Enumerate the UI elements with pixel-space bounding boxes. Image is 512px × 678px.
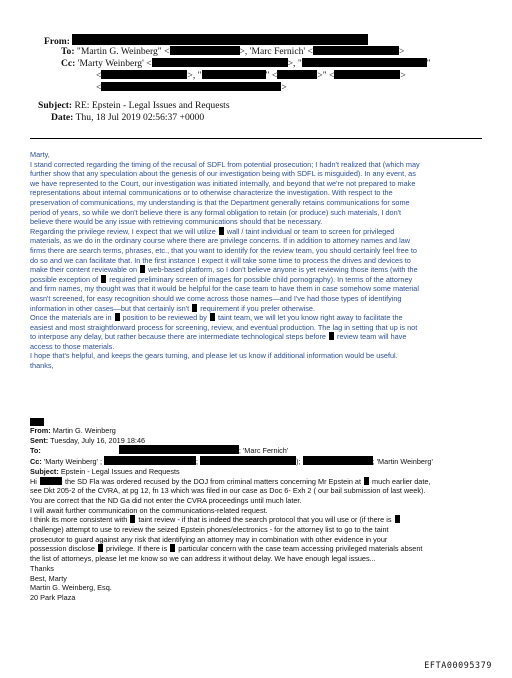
redaction-bar	[210, 313, 215, 321]
cc-row-3	[96, 82, 287, 93]
reply-line: possible exception of required preliminary screen of images for possible child pornography). In terms of the attorney	[30, 274, 413, 284]
orig-from: Martin G. Weinberg	[52, 426, 116, 435]
redaction-bar	[364, 477, 369, 485]
orig-line: see Dkt 205-2 of the CVRA, at pg 12, fn 13 which was filed in our case as Doc 6- Exh 2 ( our bail submission of last week).	[30, 486, 426, 496]
redaction-bar	[170, 544, 175, 552]
redaction-bar	[98, 544, 103, 552]
subject-text: RE: Epstein - Legal Issues and Requests	[74, 100, 230, 111]
reply-line: Marty,	[30, 150, 50, 159]
redaction-bar	[115, 313, 120, 321]
original-message	[30, 426, 500, 603]
reply-line: believe there would be any issue with retrieving communications should that be necessary.	[30, 217, 323, 227]
redaction-bar	[130, 515, 135, 523]
cc-line2-open: <	[96, 70, 102, 81]
redaction-bar	[302, 58, 427, 67]
reply-line: to interpose any delay, but rather because there are intermediate technological steps before review team will have	[30, 332, 407, 342]
reply-line: access to those materials.	[30, 341, 115, 351]
redaction-bar	[101, 70, 187, 79]
redaction-bar	[395, 515, 400, 523]
orig-line: 20 Park Plaza	[30, 592, 76, 602]
redaction-bar	[30, 418, 44, 426]
reply-line: information in other cases—but that certainly isn't requirement if you prefer otherwise.	[30, 303, 316, 313]
redaction-bar	[200, 456, 296, 465]
to-label: To:	[61, 46, 75, 57]
redaction-bar	[202, 70, 266, 79]
orig-body	[30, 477, 500, 603]
orig-cc-2: ;	[196, 457, 199, 467]
reply-line: preservation of communications, my understanding is that the Department generally retains communications for some	[30, 197, 410, 207]
cc-line2-close: >	[400, 70, 406, 81]
redaction-bar	[119, 445, 239, 454]
redaction-bar	[219, 227, 224, 235]
redaction-bar	[170, 46, 240, 55]
orig-from-row	[30, 426, 500, 436]
orig-line: Martin G. Weinberg, Esq.	[30, 583, 112, 593]
orig-line: I think its more consistent with taint review - if that is indeed the search protocol that you will use or (if there is	[30, 515, 500, 525]
to-recipient-2: >, 'Marc Fernich' <	[239, 46, 313, 57]
redaction-bar	[313, 46, 399, 55]
date-label: Date:	[51, 112, 74, 123]
date-row	[51, 112, 204, 123]
orig-line: possession disclose privilege. If there is particular concern with the case team accessing privileged materials absent	[30, 544, 423, 554]
orig-sent-label: Sent:	[30, 435, 49, 445]
orig-line: prosecutor to guard against any risk that identifying an attorney may in combination with other evidence in your	[30, 534, 388, 544]
reply-line: I hope that's helpful, and keeps the gears turning, and please let us know if additional information would be useful.	[30, 351, 398, 361]
orig-line: You are correct that the ND Ga did not enter the CVRA proceedings until much later.	[30, 495, 302, 505]
reply-line: we have represented to the Court, our investigation was initiated internally, and beyond that we're not prepared to make	[30, 178, 416, 188]
reply-line: materials, as we do in the ordinary course where there are privilege concerns. If in addition to attorney names and law	[30, 236, 411, 246]
orig-subject-label: Subject:	[30, 466, 59, 476]
redaction-bar	[40, 477, 62, 485]
cc-line3-close: >	[281, 82, 287, 93]
cc-row-2	[96, 70, 406, 81]
cc-line2-sep2: " <	[265, 70, 278, 81]
cc-row	[61, 58, 431, 69]
reply-body	[30, 150, 482, 371]
redaction-bar	[104, 456, 199, 467]
redaction-bar	[101, 275, 106, 283]
cc-label: Cc:	[61, 58, 76, 69]
subject-label: Subject:	[38, 100, 73, 111]
header-divider	[30, 138, 482, 139]
orig-line: Best, Marty	[30, 573, 67, 583]
orig-cc-label: Cc:	[30, 457, 42, 467]
from-label: From:	[44, 36, 70, 47]
orig-line: I will await further communication on the communications-related request.	[30, 505, 268, 515]
orig-to-row	[30, 445, 500, 456]
cc-quote: "	[426, 58, 431, 69]
cc-line2-sep3: >" <	[317, 70, 335, 81]
reply-line: Regarding the privilege review, I expect that we will utilize wall / taint individual or team to screen for privileged	[30, 226, 395, 236]
reply-line: do so and we can facilitate that. In the first instance I expect it will take some time to process the drives and devices to	[30, 255, 411, 265]
redaction-bar	[303, 456, 373, 465]
reply-line: further show that any speculation about the genesis of our investigation being with SDFL is misguided). In any event, as	[30, 169, 416, 179]
orig-to-label: To:	[30, 446, 41, 456]
orig-cc-4: ; 'Martin Weinberg'	[372, 457, 433, 467]
redaction-bar	[329, 332, 334, 340]
orig-to: ; 'Marc Fernich'	[238, 446, 289, 456]
redaction-bar	[72, 34, 368, 45]
reply-line: firms there are search terms, phrases, etc., that you want to identify for the review team, you should certainly feel free to	[30, 245, 417, 255]
reply-line: and firm names, my thought was that it would be helpful for the case team to have them in case somehow some material	[30, 284, 419, 294]
to-close: >	[398, 46, 405, 57]
reply-line: period of years, so while we don't believe there is any formal obligation to retain (or produce) such materials, I don't	[30, 207, 402, 217]
orig-cc-1: 'Marty Weinberg' ;	[43, 457, 103, 467]
redaction-bar	[101, 82, 281, 91]
to-row	[61, 46, 404, 57]
subject-row	[38, 100, 230, 111]
orig-line: Thanks	[30, 563, 54, 573]
orig-cc-3: );	[296, 457, 301, 467]
reply-line: Once the materials are in position to be reviewed by taint team, we will let you know right away to facilitate the	[30, 313, 403, 323]
redaction-bar	[140, 265, 145, 273]
redaction-bar	[152, 58, 288, 67]
cc-separator: >, "	[287, 58, 302, 69]
orig-from-label: From:	[30, 426, 51, 435]
reply-line: make their content reviewable on web-based platform, so I don't believe anyone is yet reviewing those items (with the	[30, 265, 418, 275]
cc-line3-open: <	[96, 82, 102, 93]
reply-line: wasn't screened, for easy recognition should we come across those names—and I've had those types of identifying	[30, 293, 402, 303]
orig-line: challenge) attempt to use to review the seized Epstein phones/electronics - for the attorney list to go to the taint	[30, 525, 389, 535]
orig-line: Hi the SD Fla was ordered recused by the DOJ from criminal matters concerning Mr Epstein at much earlier date,	[30, 476, 431, 486]
orig-line: the list of attorneys, please let me know so we can address it without delay. We have enough legal issues...	[30, 554, 376, 564]
orig-subject-row	[30, 467, 500, 477]
redaction-bar	[192, 304, 197, 312]
reply-line: representations about internal communications or to otherwise characterize the investigation. With respect to the	[30, 188, 393, 198]
redaction-bar	[334, 70, 400, 79]
orig-cc-row	[30, 456, 500, 467]
reply-line: easiest and most straightforward process for screening, review, and eventual production. The lag in setting that up is not	[30, 322, 418, 332]
cc-line2-sep: >, "	[187, 70, 202, 81]
reply-line: I stand corrected regarding the timing of the recusal of SDFL from potential prosecution; I hadn't realized that (which may	[30, 159, 420, 169]
orig-sent-row	[30, 436, 500, 446]
document-id: EFTA00095379	[424, 660, 492, 670]
orig-sent: Tuesday, July 16, 2019 18:46	[50, 435, 146, 445]
redaction-bar	[277, 70, 317, 79]
cc-recipient-1: 'Marty Weinberg' <	[77, 58, 152, 69]
reply-line: thanks,	[30, 361, 54, 371]
orig-subject: Epstein - Legal Issues and Requests	[60, 466, 180, 476]
to-recipient-1: "Martin G. Weinberg" <	[76, 46, 170, 57]
date-text: Thu, 18 Jul 2019 02:56:37 +0000	[75, 112, 205, 123]
